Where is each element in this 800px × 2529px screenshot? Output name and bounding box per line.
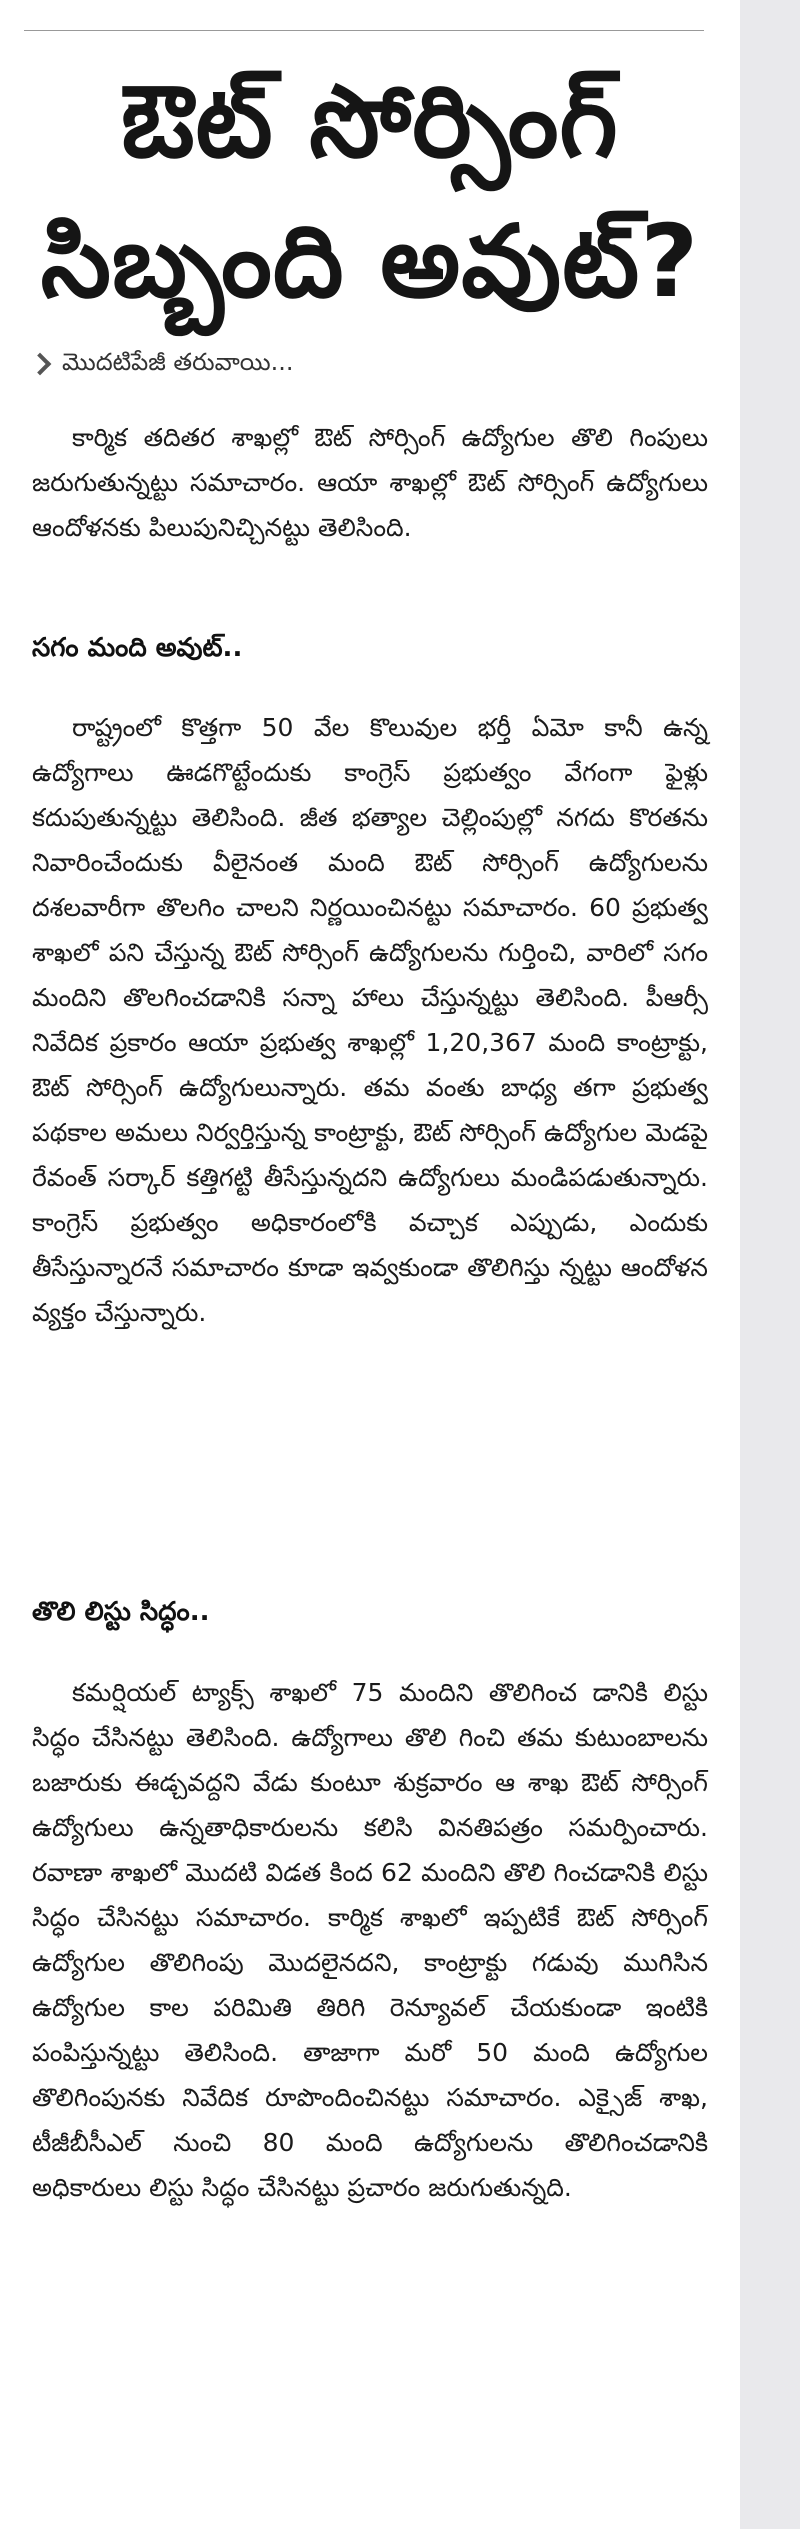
section2-paragraph: కమర్షియల్ ట్యాక్స్ శాఖలో 75 మందిని తొలిగించ డానికి లిస్టు సిద్ధం చేసినట్టు తెలిసింది. ఉద్యోగాలు తొలి గించి తమ కుటుంబాలను బజారుకు ఈడ్చవద్దని వేడు కుంటూ శుక్రవారం ఆ శాఖ ఔట్ సోర్సింగ్ ఉద్యోగులు ఉన్నతాధికారులను కలిసి వినతిపత్రం సమర్పించారు. రవాణా శాఖలో మొదటి విడత కింద 62 మందిని తొలి గించడానికి లిస్టు సిద్ధం చేసినట్టు సమాచారం. కార్మిక శాఖలో ఇప్పటికే ఔట్ సోర్సింగ్ ఉద్యోగుల తొలిగింపు మొదలైనదని, కాంట్రాక్టు గడువు ముగిసిన ఉద్యోగుల కాల పరిమితి తిరిగి రెన్యూవల్ చేయకుండా ఇంటికి పంపిస్తున్నట్టు తెలిసింది. తాజాగా మరో 50 మంది ఉద్యోగుల తొలిగింపునకు నివేదిక రూపొందించినట్టు సమాచారం. ఎక్సైజ్ శాఖ, టీజీబీసీఎల్ నుంచి 80 మంది ఉద్యోగులను తొలిగించడానికి అధికారులు లిస్టు సిద్ధం చేసినట్టు ప్రచారం జరుగుతున్నది.	[32, 1678, 708, 2202]
subhead-first-list-ready: తొలి లిస్టు సిద్ధం..	[32, 1597, 210, 1627]
intro-paragraph: కార్మిక తదితర శాఖల్లో ఔట్ సోర్సింగ్ ఉద్యోగుల తొలి గింపులు జరుగుతున్నట్టు సమాచారం. ఆయా శాఖల్లో ఔట్ సోర్సింగ్ ఉద్యోగులు ఆందోళనకు పిలుపునిచ్చినట్టు తెలిసింది.	[32, 423, 708, 542]
continued-from-front-page	[30, 348, 294, 382]
headline	[20, 52, 720, 332]
cropped-top-text	[40, 0, 700, 8]
page-margin	[740, 0, 800, 2529]
headline-line-1: ఔట్ సోర్సింగ్	[121, 63, 619, 180]
section1-paragraph: రాష్ట్రంలో కొత్తగా 50 వేల కొలువుల భర్తీ ఏమో కానీ ఉన్న ఉద్యోగాలు ఊడగొట్టేందుకు కాంగ్రెస్ ప్రభుత్వం వేగంగా ఫైళ్లు కదుపుతున్నట్టు తెలిసింది. జీత భత్యాల చెల్లింపుల్లో నగదు కొరతను నివారించేందుకు వీలైనంత మంది ఔట్ సోర్సింగ్ ఉద్యోగులను దశలవారీగా తొలగిం చాలని నిర్ణయించినట్టు సమాచారం. 60 ప్రభుత్వ శాఖలో పని చేస్తున్న ఔట్ సోర్సింగ్ ఉద్యోగులను గుర్తించి, వారిలో సగం మందిని తొలగించడానికి సన్నా హాలు చేస్తున్నట్టు తెలిసింది. పీఆర్సీ నివేదిక ప్రకారం ఆయా ప్రభుత్వ శాఖల్లో 1,20,367 మంది కాంట్రాక్టు, ఔట్ సోర్సింగ్ ఉద్యోగులున్నారు. తమ వంతు బాధ్య తగా ప్రభుత్వ పథకాల అమలు నిర్వర్తిస్తున్న కాంట్రాక్టు, ఔట్ సోర్సింగ్ ఉద్యోగుల మెడపై రేవంత్ సర్కార్ కత్తిగట్టి తీసేస్తున్నదని ఉద్యోగులు మండిపడుతున్నారు. కాంగ్రెస్ ప్రభుత్వం అధికారంలోకి వచ్చాక ఎప్పుడు, ఎందుకు తీసేస్తున్నారనే సమాచారం కూడా ఇవ్వకుండా తొలిగిస్తు న్నట్టు ఆందోళన వ్యక్తం చేస్తున్నారు.	[32, 713, 708, 1327]
subhead-half-out: సగం మంది అవుట్..	[32, 633, 243, 663]
continued-label: మొదటిపేజీ తరువాయి...	[62, 348, 294, 376]
top-divider	[24, 30, 704, 31]
chevron-right-icon	[30, 352, 52, 378]
headline-line-2: సిబ్బంది అవుట్?	[40, 203, 700, 320]
